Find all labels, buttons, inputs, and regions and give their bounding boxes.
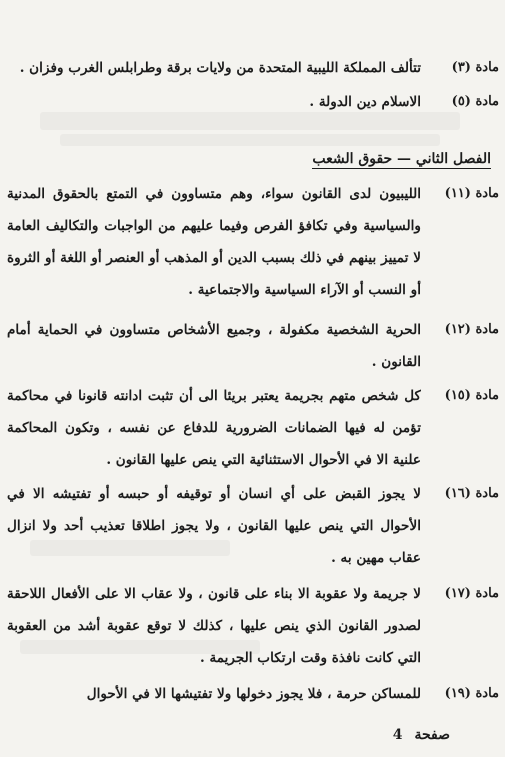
article-label: مادة (١٦) — [444, 486, 499, 501]
article-11 — [7, 178, 499, 306]
page-number: 4 — [392, 727, 403, 743]
article-15 — [7, 380, 499, 476]
article-text: الاسلام دين الدولة . — [309, 94, 421, 110]
article-label: مادة (١٧) — [444, 586, 499, 601]
article-text: الحرية الشخصية مكفولة ، وجميع الأشخاص متساوون في الحماية أمام القانون . — [7, 322, 421, 370]
article-label: مادة (١٩) — [444, 686, 499, 701]
article-text: للمساكن حرمة ، فلا يجوز دخولها ولا تفتيشها الا في الأحوال — [86, 686, 421, 702]
article-text: لا يجوز القبض على أي انسان أو توقيفه أو حبسه أو تفتيشه الا في الأحوال التي ينص عليها القانون ، ولا يجوز اطلاقا تعذيب أحد ولا انزال عقاب مهين به . — [7, 486, 421, 566]
chapter-heading — [191, 148, 491, 170]
article-label: مادة (٥) — [451, 94, 499, 109]
chapter-title: الفصل الثاني — حقوق الشعب — [312, 151, 491, 167]
page-word: صفحة — [414, 727, 450, 743]
article-text: كل شخص متهم بجريمة يعتبر بريئا الى أن تثبت ادانته قانونا في محاكمة تؤمن له فيها الضمانات الضرورية للدفاع عن نفسه ، وتكون المحاكمة علنية الا في الأحوال الاستثنائية التي ينص عليها القانون . — [7, 388, 421, 468]
article-text: تتألف المملكة الليبية المتحدة من ولايات برقة وطرابلس الغرب وفزان . — [19, 60, 421, 76]
bleed-through-mark — [60, 134, 440, 146]
article-text: الليبيون لدى القانون سواء، وهم متساوون في التمتع بالحقوق المدنية والسياسية وفي تكافؤ الفرص وفيما عليهم من الواجبات والتكاليف العامة لا تمييز بينهم في ذلك بسبب الدين أو المذهب أو العنصر أو اللغة أو الثروة أو النسب أو الآراء السياسية والاجتماعية . — [7, 186, 421, 298]
article-text: لا جريمة ولا عقوبة الا بناء على قانون ، ولا عقاب الا على الأفعال اللاحقة لصدور القانون الذي ينص عليها ، كذلك لا توقع عقوبة أشد من العقوبة التي كانت نافذة وقت ارتكاب الجريمة . — [7, 586, 421, 666]
article-label: مادة (١٥) — [444, 388, 499, 403]
article-5 — [7, 86, 499, 118]
article-label: مادة (١١) — [444, 186, 499, 201]
article-label: مادة (٣) — [451, 60, 499, 75]
article-12 — [7, 314, 499, 378]
article-16 — [7, 478, 499, 574]
article-3 — [7, 52, 499, 84]
article-17 — [7, 578, 499, 674]
article-label: مادة (١٢) — [444, 322, 499, 337]
article-19 — [7, 678, 499, 710]
page-footer — [380, 724, 450, 746]
